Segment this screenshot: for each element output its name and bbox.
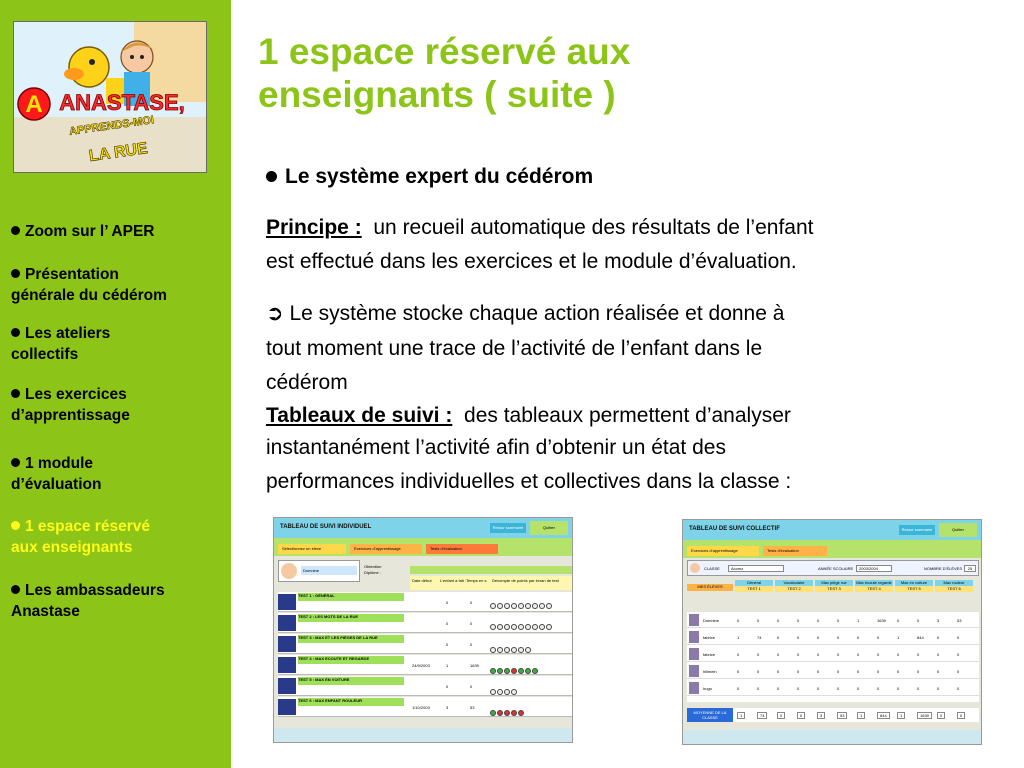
arrow-para-line2: tout moment une trace de l’activité de l’enfant dans le (266, 337, 763, 360)
bullet-icon (11, 521, 20, 530)
cell-value: 1 (857, 618, 860, 623)
svg-text:APPRENDS-MOI: APPRENDS-MOI (68, 114, 155, 138)
nav-module-evaluation[interactable]: 1 module d’évaluation (11, 455, 102, 493)
cell-value: 0 (877, 635, 880, 640)
arrow-para-line1: ➲ Le système stocke chaque action réalisée et donne à (266, 302, 785, 325)
test-thumbnail-icon (278, 636, 296, 652)
cell-value: 0 (857, 652, 860, 657)
avatar-icon (689, 631, 699, 643)
cell-value: 0 (917, 669, 920, 674)
bullet-icon (11, 328, 20, 337)
table-row[interactable]: TEST 6 : MAX ENFANT ROULEUR 1/10/2003 3 53 (278, 697, 573, 717)
cell-value: 0 (937, 686, 940, 691)
cell-value: 0 (817, 652, 820, 657)
average-cell: 1 (897, 712, 905, 719)
svg-text:A: A (25, 91, 43, 118)
cell-value: 0 (737, 618, 740, 623)
average-cell: 3 (817, 712, 825, 719)
cell-value: 0 (957, 652, 960, 657)
nav-espace-enseignants[interactable]: 1 espace réservé aux enseignants (11, 518, 150, 556)
individual-tracking-screenshot: TABLEAU DE SUIVI INDIVIDUEL Retour sommaire Quitter Sélectionnez un élève Exercices d’apprentissage Tests d’évaluation Domnine Obtention Diplôme : Date début L’enfant a fait : Temps en s Décompte de points par écran de test TEST 1 : GÉNÉRAL 0 0 TEST 2 : LES MOTS DE LA RUE 0 0 TEST 3 : MAX ET LES PIÈGES DE LA RUE 0 0 TEST 4 : MAX ECOUTE ET REGARDE 24/9/2003 1 1639 TEST 5 : MAX EN VOITURE 0 0 TEST 6 : MAX ENFANT ROULEUR 1/10/2003 3 53 (273, 517, 573, 743)
cell-value: 0 (877, 652, 880, 657)
bullet-icon (11, 226, 20, 235)
avatar-icon (689, 648, 699, 660)
table-row[interactable]: hugo 0 0 0 0 0 0 0 0 0 0 0 0 (687, 680, 979, 696)
cell-value: 0 (917, 686, 920, 691)
cell-value: 0 (917, 618, 920, 623)
cell-value: 0 (937, 669, 940, 674)
tab-exercices[interactable]: Exercices d’apprentissage (687, 546, 759, 556)
bullet-icon (266, 171, 277, 182)
tableaux-line2: instantanément l’activité afin d’obtenir un état des (266, 436, 726, 459)
arrow-right-icon: ➲ (266, 302, 284, 325)
sidebar (0, 0, 231, 768)
slide-title: 1 espace réservé aux enseignants ( suite ) (258, 31, 631, 115)
cell-value: 1 (897, 635, 900, 640)
shot2-pupil-rows (687, 612, 979, 702)
cell-value: 0 (797, 618, 800, 623)
cell-value: 0 (857, 635, 860, 640)
cell-value: 3 (937, 618, 940, 623)
shot2-footer (683, 730, 982, 745)
average-cell: 53 (837, 712, 847, 719)
tab-exercices[interactable]: Exercices d’apprentissage (350, 544, 422, 554)
cell-value: 0 (737, 652, 740, 657)
cell-value: 0 (897, 669, 900, 674)
shot1-criteria-header (410, 566, 573, 574)
cell-value: 0 (777, 635, 780, 640)
arrow-para-line3: cédérom (266, 371, 348, 394)
shot2-return-button[interactable]: Retour sommaire (899, 525, 935, 535)
shot1-header: TABLEAU DE SUIVI INDIVIDUEL Retour sommaire Quitter (274, 518, 573, 538)
avatar-icon (281, 563, 297, 579)
test-thumbnail-icon (278, 678, 296, 694)
tableaux-line1: Tableaux de suivi : des tableaux permettent d’analyser (266, 404, 791, 427)
cell-value: 1 (737, 635, 740, 640)
shot1-test-rows (278, 592, 573, 722)
cell-value: 0 (737, 686, 740, 691)
table-row[interactable]: TEST 5 : MAX EN VOITURE 0 0 (278, 676, 573, 696)
average-cell: 0 (957, 712, 965, 719)
principe-line1: Principe : un recueil automatique des résultats de l’enfant (266, 216, 814, 239)
bullet-icon (11, 585, 20, 594)
table-row[interactable]: hillmeln 0 0 0 0 0 0 0 0 0 0 0 0 (687, 663, 979, 679)
cell-value: 0 (837, 686, 840, 691)
shot1-quit-button[interactable]: Quitter (530, 521, 568, 535)
test-thumbnail-icon (278, 615, 296, 631)
average-cell: 0 (937, 712, 945, 719)
nav-ateliers[interactable]: Les ateliers collectifs (11, 325, 111, 363)
average-cell: 0 (797, 712, 805, 719)
test-thumbnail-icon (278, 699, 296, 715)
cell-value: 53 (957, 618, 962, 623)
shot1-tabs (274, 538, 573, 556)
shot2-quit-button[interactable]: Quitter (939, 523, 977, 537)
table-row[interactable]: TEST 1 : GÉNÉRAL 0 0 (278, 592, 573, 612)
tableaux-line3: performances individuelles et collectives dans la classe : (266, 470, 792, 493)
table-row[interactable]: Domnine 0 0 0 0 0 0 1 1639 0 0 3 53 (687, 612, 979, 628)
nav-exercices[interactable]: Les exercices d’apprentissage (11, 386, 130, 424)
cell-value: 0 (837, 618, 840, 623)
shot1-return-button[interactable]: Retour sommaire (490, 523, 526, 533)
cell-value: 0 (757, 652, 760, 657)
cell-value: 0 (897, 618, 900, 623)
table-row[interactable]: fabrice 1 74 0 0 0 0 0 0 1 844 0 0 (687, 629, 979, 645)
shot2-tabs (683, 540, 982, 558)
cell-value: 1639 (877, 618, 886, 623)
cell-value: 0 (797, 669, 800, 674)
cell-value: 0 (777, 686, 780, 691)
cell-value: 0 (777, 618, 780, 623)
cell-value: 0 (957, 669, 960, 674)
shot2-group-headers: MES ÉLÈVES Général Vocabulaire Max piège rue Max écoute regarde Max en voiture Max rouleur TEST 1 TEST 2 TEST 3 TEST 4 TEST 5 TEST 6 (687, 580, 979, 592)
average-cell: 74 (757, 712, 767, 719)
svg-text:ANASTASE,: ANASTASE, (59, 90, 185, 115)
cell-value: 0 (817, 618, 820, 623)
table-row[interactable]: TEST 2 : LES MOTS DE LA RUE 0 0 (278, 613, 573, 633)
cell-value: 0 (797, 652, 800, 657)
cell-value: 0 (917, 652, 920, 657)
avatar-icon (689, 682, 699, 694)
cell-value: 0 (757, 686, 760, 691)
shot1-footer (274, 728, 573, 743)
cell-value: 0 (837, 635, 840, 640)
cell-value: 0 (757, 618, 760, 623)
shot2-class-bar: CLASSE Acomz ANNÉE SCOLAIRE 2003/2004 NOMBRE D’ÉLÈVES 25 (687, 560, 979, 576)
average-cell: 1 (857, 712, 865, 719)
shot2-average-row: MOYENNE DE LA CLASSE 1 74 0 0 3 53 1 844 1 1639 0 0 (687, 708, 979, 722)
cell-value: 0 (797, 635, 800, 640)
cell-value: 0 (777, 652, 780, 657)
cell-value: 0 (837, 669, 840, 674)
tab-select-pupil[interactable]: Sélectionnez un élève (278, 544, 346, 554)
tab-tests[interactable]: Tests d’évaluation (763, 546, 827, 556)
collective-tracking-screenshot (682, 519, 982, 745)
cell-value: 0 (777, 669, 780, 674)
cell-value: 0 (897, 652, 900, 657)
cell-value: 844 (917, 635, 924, 640)
average-cell: 1 (737, 712, 745, 719)
average-cell: 1639 (917, 712, 932, 719)
cell-value: 0 (937, 652, 940, 657)
bullet-icon (11, 389, 20, 398)
cell-value: 0 (897, 686, 900, 691)
principe-line2: est effectué dans les exercices et le module d’évaluation. (266, 250, 797, 273)
cell-value: 0 (817, 686, 820, 691)
shot1-columns: Date début L’enfant a fait : Temps en s Décompte de points par écran de test (410, 576, 573, 590)
cell-value: 0 (757, 669, 760, 674)
section-heading: Le système expert du cédérom (266, 163, 593, 191)
shot1-pupil-box[interactable]: Domnine (278, 560, 360, 582)
avatar-icon (689, 614, 699, 626)
cell-value: 0 (857, 669, 860, 674)
cell-value: 0 (957, 635, 960, 640)
cell-value: 0 (957, 686, 960, 691)
cell-value: 0 (817, 669, 820, 674)
tab-tests[interactable]: Tests d’évaluation (426, 544, 498, 554)
table-row[interactable]: TEST 4 : MAX ECOUTE ET REGARDE 24/9/2003 1 1639 (278, 655, 573, 675)
svg-text:LA RUE: LA RUE (87, 140, 149, 166)
nav-presentation[interactable]: Présentation générale du cédérom (11, 266, 167, 304)
bullet-icon (11, 458, 20, 467)
test-thumbnail-icon (278, 657, 296, 673)
bullet-icon (11, 269, 20, 278)
logo-illustration (14, 22, 207, 173)
cell-value: 0 (817, 635, 820, 640)
avatar-icon (690, 563, 700, 573)
average-cell: 844 (877, 712, 890, 719)
cell-value: 0 (857, 686, 860, 691)
test-thumbnail-icon (278, 594, 296, 610)
avatar-icon (689, 665, 699, 677)
average-cell: 0 (777, 712, 785, 719)
cell-value: 0 (877, 669, 880, 674)
table-row[interactable]: fabrice 0 0 0 0 0 0 0 0 0 0 0 0 (687, 646, 979, 662)
cell-value: 0 (877, 686, 880, 691)
average-values (735, 710, 975, 720)
shot2-header: TABLEAU DE SUIVI COLLECTIF Retour sommaire Quitter (683, 520, 982, 540)
cell-value: 0 (797, 686, 800, 691)
cell-value: 0 (837, 652, 840, 657)
nav-zoom-aper[interactable]: Zoom sur l’ APER (11, 221, 225, 242)
cell-value: 0 (737, 669, 740, 674)
cell-value: 0 (937, 635, 940, 640)
anastase-logo (13, 21, 207, 173)
cell-value: 74 (757, 635, 762, 640)
nav-ambassadeurs[interactable]: Les ambassadeurs Anastase (11, 582, 165, 620)
table-row[interactable]: TEST 3 : MAX ET LES PIÈGES DE LA RUE 0 0 (278, 634, 573, 654)
